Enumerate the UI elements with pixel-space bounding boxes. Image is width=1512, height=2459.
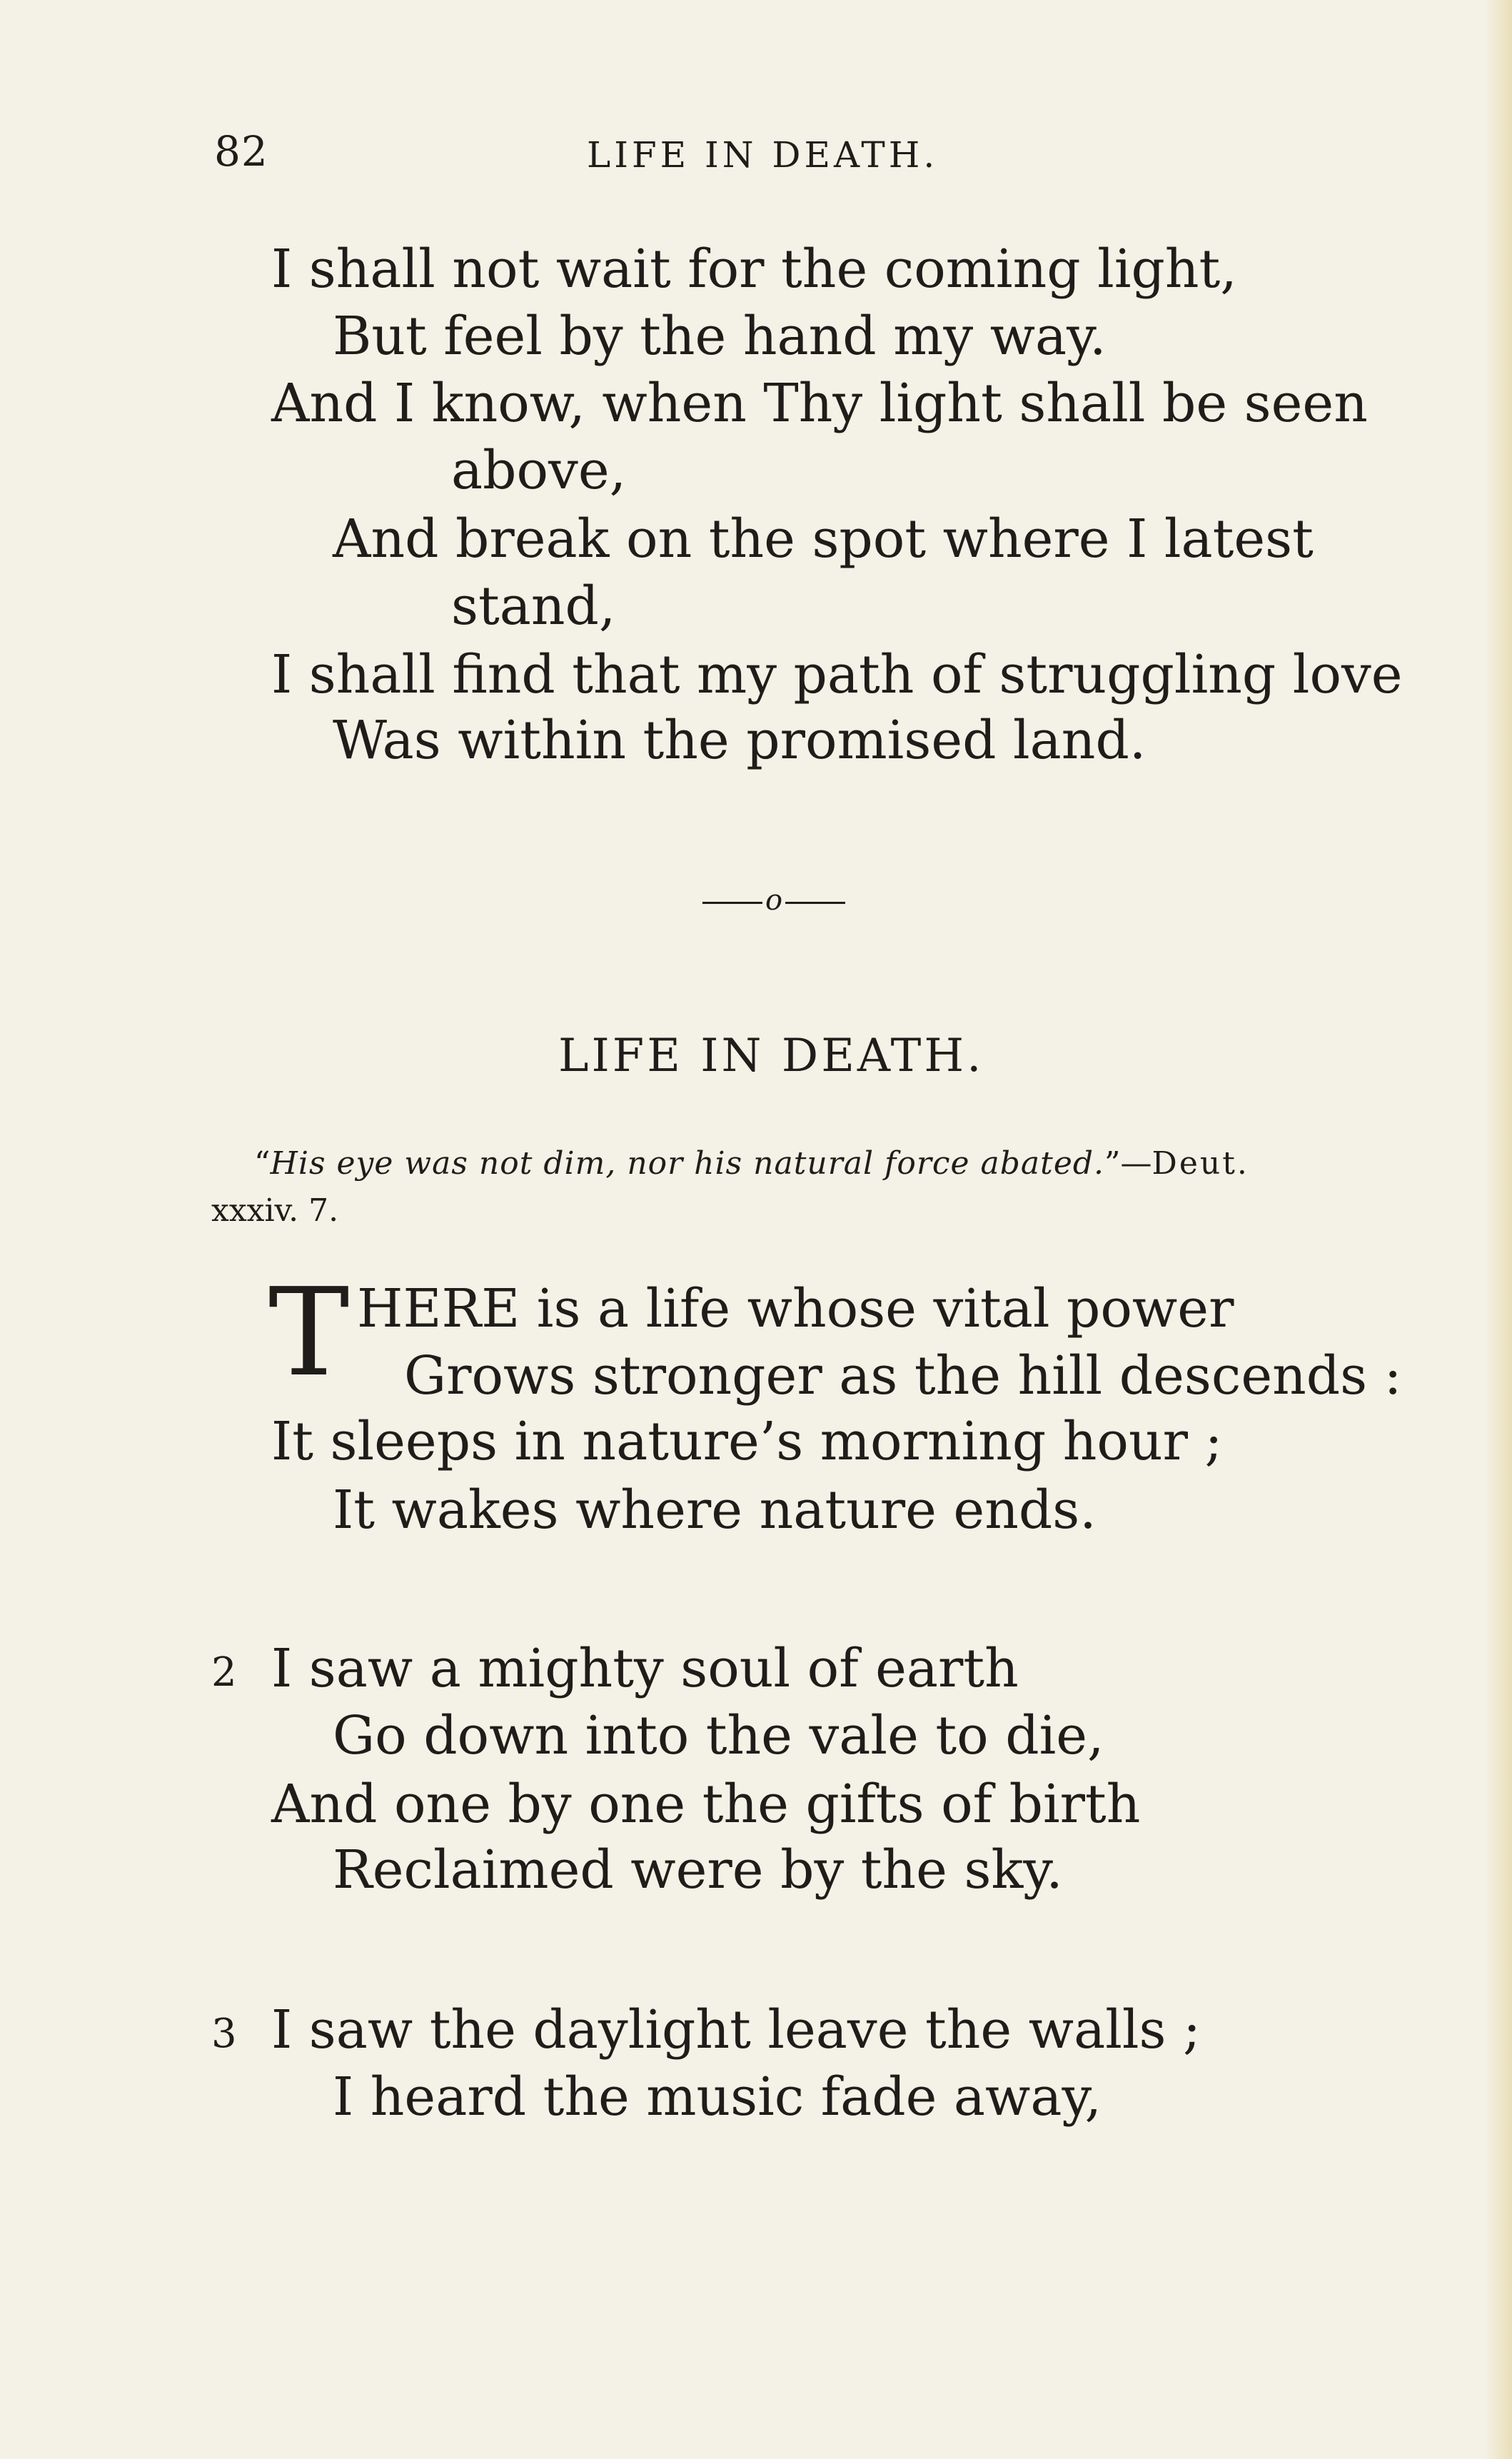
epigraph-open-quote: “: [254, 1145, 271, 1182]
divider-rule: [702, 902, 762, 904]
drop-cap: T: [268, 1262, 350, 1404]
divider-mark: o: [765, 884, 783, 917]
verse-line: I shall find that my path of struggling love: [271, 644, 1403, 705]
verse-line: And I know, when Thy light shall be seen: [271, 373, 1368, 434]
epigraph: [254, 1145, 1249, 1182]
epigraph-reference: xxxiv. 7.: [211, 1192, 339, 1229]
verse-line: It wakes where nature ends.: [333, 1479, 1097, 1541]
divider-rule: [785, 902, 845, 904]
stanza-number: 2: [211, 1649, 237, 1696]
running-title: LIFE IN DEATH.: [587, 134, 939, 176]
verse-line: stand,: [451, 575, 616, 637]
verse-line: Go down into the vale to die,: [333, 1705, 1104, 1766]
verse-line: It sleeps in nature’s morning hour ;: [271, 1411, 1223, 1472]
verse-line: HERE is a life whose vital power: [357, 1278, 1234, 1339]
page-number: 82: [214, 127, 268, 176]
verse-line: I saw a mighty soul of earth: [271, 1638, 1019, 1699]
epigraph-quote: His eye was not dim, nor his natural force abated.: [270, 1145, 1105, 1182]
verse-line: Grows stronger as the hill descends :: [404, 1345, 1402, 1407]
verse-line: And one by one the gifts of birth: [271, 1774, 1141, 1835]
poem-title: LIFE IN DEATH.: [558, 1030, 984, 1082]
verse-line: Reclaimed were by the sky.: [333, 1839, 1063, 1901]
epigraph-source: Deut.: [1151, 1145, 1249, 1182]
stanza-number: 3: [211, 2011, 237, 2057]
verse-line: Was within the promised land.: [333, 710, 1146, 771]
page-edge-shadow: [1485, 0, 1512, 2459]
verse-line: I shall not wait for the coming light,: [271, 238, 1237, 300]
verse-line: I saw the daylight leave the walls ;: [271, 1999, 1201, 2061]
epigraph-close-quote: ”—: [1104, 1145, 1152, 1182]
verse-line: But feel by the hand my way.: [333, 306, 1107, 367]
verse-line: I heard the music fade away,: [333, 2066, 1102, 2128]
section-divider: [700, 884, 848, 917]
verse-line: And break on the spot where I latest: [333, 508, 1314, 570]
verse-line: above,: [451, 440, 627, 501]
